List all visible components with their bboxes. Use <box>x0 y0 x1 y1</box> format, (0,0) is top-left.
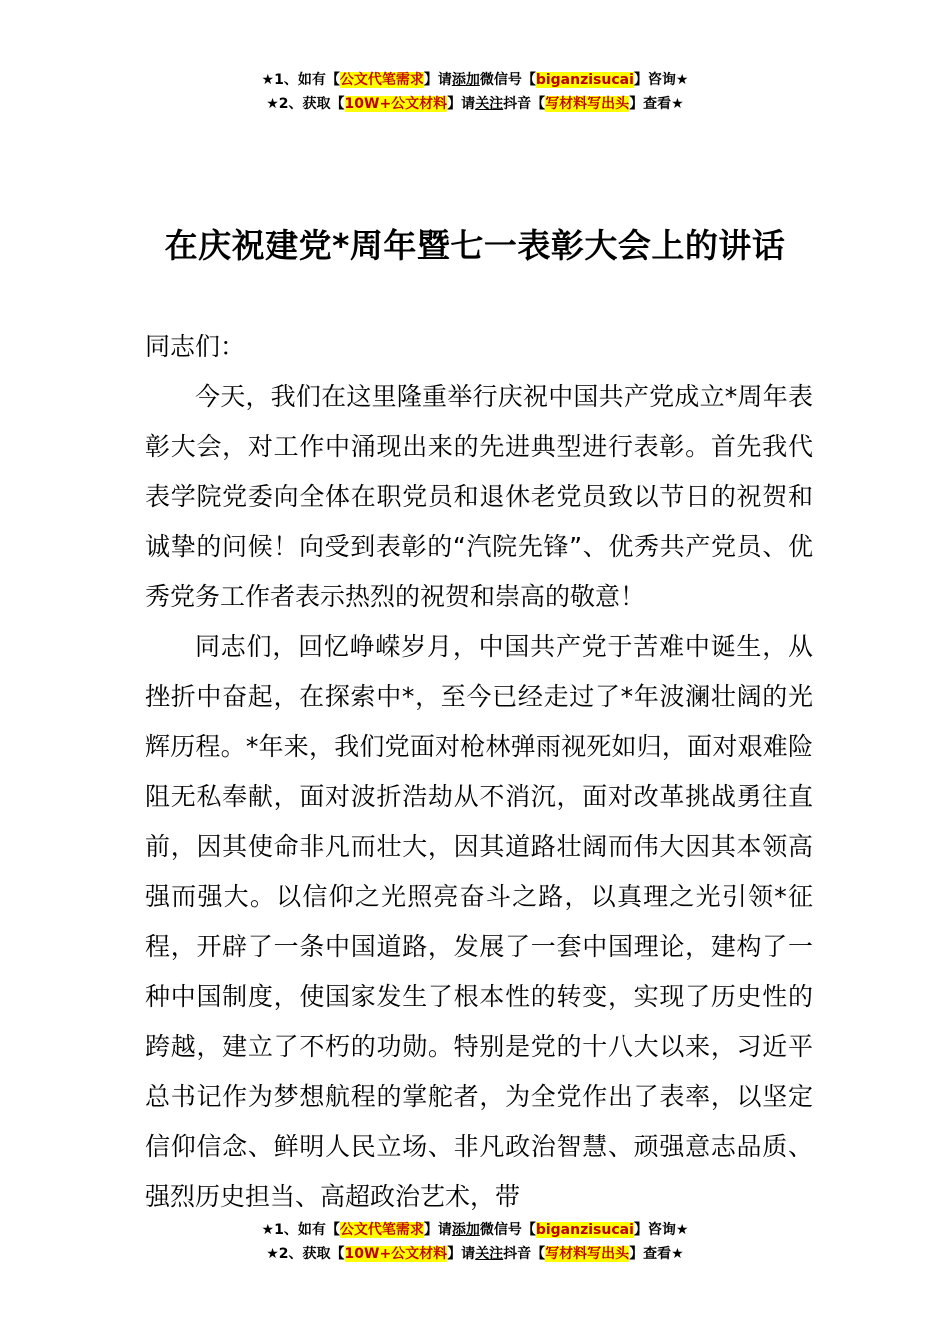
salutation: 同志们： <box>145 332 246 361</box>
promo-line-1: ★1、如有【公文代笔需求】请添加微信号【biganzisucai】咨询★ <box>261 72 689 88</box>
paragraph: 同志们，回忆峥嵘岁月，中国共产党于苦难中诞生，从挫折中奋起，在探索中*，至今已经走过了*年波澜壮阔的光辉历程。*年来，我们党面对枪林弹雨视死如归，面对艰难险阻无私奉献，面对波折浩劫从不消沉，面对改革挑战勇往直前，因其使命非凡而壮大，因其道路壮阔而伟大因其本领高强而强大。以信仰之光照亮奋斗之路，以真理之光引领*征程，开辟了一条中国道路，发展了一套中国理论，建构了一种中国制度，使国家发生了根本性的转变，实现了历史性的跨越，建立了不朽的功勋。特别是党的十八大以来，习近平总书记作为梦想航程的掌舵者，为全党作出了表率，以坚定信仰信念、鲜明人民立场、非凡政治智慧、顽强意志品质、强烈历史担当、高超政治艺术，带 <box>145 632 813 1211</box>
promo-highlight: 公文代笔需求 <box>339 72 424 88</box>
promo-line-2: ★2、获取【10W+公文材料】请关注抖音【写材料写出头】查看★ <box>266 96 684 112</box>
document-body <box>145 322 813 1222</box>
document-title: 在庆祝建党*周年暨七一表彰大会上的讲话 <box>164 226 786 265</box>
header-promo-banner <box>0 68 950 116</box>
promo-line-1: ★1、如有【公文代笔需求】请添加微信号【biganzisucai】咨询★ <box>261 1222 689 1238</box>
promo-highlight: 10W+公文材料 <box>344 96 448 112</box>
footer-promo-banner <box>0 1218 950 1266</box>
promo-highlight: biganzisucai <box>535 72 634 88</box>
promo-line-2: ★2、获取【10W+公文材料】请关注抖音【写材料写出头】查看★ <box>266 1246 684 1262</box>
promo-highlight: 公文代笔需求 <box>339 1222 424 1238</box>
promo-highlight: 写材料写出头 <box>545 96 630 112</box>
promo-highlight: 写材料写出头 <box>545 1246 630 1262</box>
promo-highlight: 10W+公文材料 <box>344 1246 448 1262</box>
paragraph: 今天，我们在这里隆重举行庆祝中国共产党成立*周年表彰大会，对工作中涌现出来的先进典型进行表彰。首先我代表学院党委向全体在职党员和退休老党员致以节日的祝贺和诚挚的问候！向受到表彰的“汽院先锋”、优秀共产党员、优秀党务工作者表示热烈的祝贺和崇高的敬意！ <box>145 382 813 611</box>
promo-highlight: biganzisucai <box>535 1222 634 1238</box>
